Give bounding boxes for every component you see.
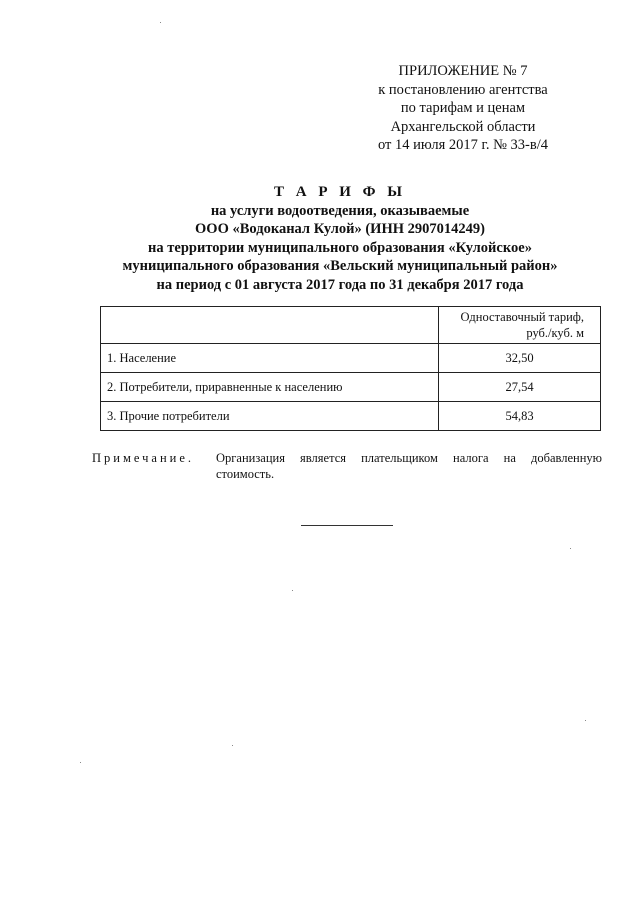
appendix-line: по тарифам и ценам (400, 100, 526, 116)
title-main: Т А Р И Ф Ы (273, 184, 407, 200)
title-line: муниципального образования «Вельский муниципальный район» (122, 258, 558, 274)
header-value-line1: Одноставочный тариф, (460, 310, 584, 324)
end-divider (301, 525, 393, 526)
header-value-label (445, 309, 594, 341)
appendix-line: к постановлению агентства (378, 81, 548, 98)
table-row (101, 373, 601, 402)
appendix-block (356, 62, 570, 155)
appendix-number: ПРИЛОЖЕНИЕ № 7 (398, 63, 528, 79)
appendix-date: от 14 июля 2017 г. № 33-в/4 (377, 137, 548, 153)
scan-speck (160, 22, 161, 23)
scan-speck (80, 762, 81, 763)
row-name: 2. Потребители, приравненные к населению (101, 373, 439, 402)
row-name: 1. Население (101, 344, 439, 373)
scan-speck (232, 745, 233, 746)
table-header-row (101, 307, 601, 344)
row-value: 54,83 (439, 402, 601, 431)
table-row (101, 344, 601, 373)
scan-speck (292, 590, 293, 591)
row-name: 3. Прочие потребители (101, 402, 439, 431)
scan-speck (585, 720, 586, 721)
title-period: на период с 01 августа 2017 года по 31 декабря 2017 года (156, 276, 524, 293)
title-line: ООО «Водоканал Кулой» (ИНН 2907014249) (195, 221, 485, 237)
table-row (101, 402, 601, 431)
title-line: на территории муниципального образования «Кулойское» (148, 239, 532, 256)
row-value: 32,50 (439, 344, 601, 373)
header-value-line2: руб./куб. м (526, 326, 584, 340)
header-name-cell (101, 307, 439, 344)
note-text: Организация является плательщиком налога на добавленную стоимость. (216, 451, 602, 481)
note-label: Примечание. (92, 451, 195, 465)
appendix-line: Архангельской области (390, 118, 536, 135)
header-value-cell (439, 307, 601, 344)
tariff-table (100, 306, 601, 431)
scan-speck (570, 548, 571, 549)
title-line: на услуги водоотведения, оказываемые (210, 202, 470, 219)
document-title (40, 183, 640, 294)
row-value: 27,54 (439, 373, 601, 402)
